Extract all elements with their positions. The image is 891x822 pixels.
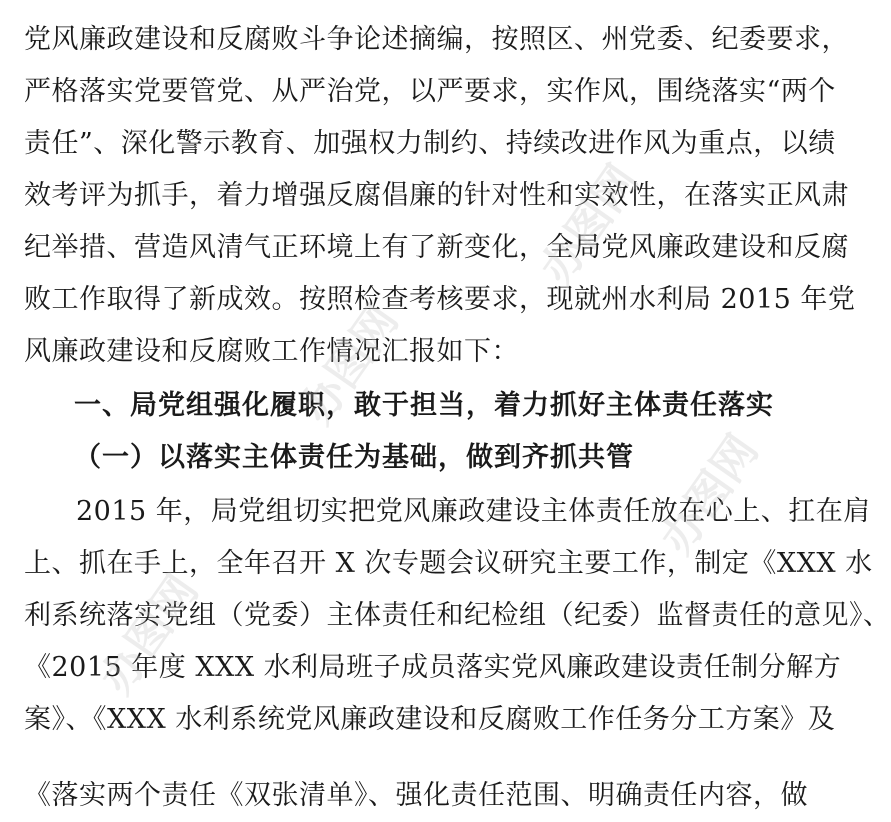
watermark: 办图网 [90,565,209,704]
paragraph-line: 风廉政建设和反腐败工作情况汇报如下： [24,336,519,367]
paragraph-line: 责任”、深化警示教育、加强权力制约、持续改进作风为重点，以绩 [24,128,836,159]
paragraph-line: 2015 年，局党组切实把党风廉政建设主体责任放在心上、扛在肩 [76,496,871,527]
paragraph-line: 《2015 年度 XXX 水利局班子成员落实党风廉政建设责任制分解方 [24,652,842,683]
watermark: 办图网 [290,295,409,434]
paragraph-line: 党风廉政建设和反腐败斗争论述摘编，按照区、州党委、纪委要求， [24,24,849,55]
watermark: 办图网 [530,155,649,294]
subsection-heading: （一）以落实主体责任为基础，做到齐抓共管 [74,442,634,473]
paragraph-line: 《落实两个责任《双张清单》、强化责任范围、明确责任内容，做 [24,780,808,811]
section-heading: 一、局党组强化履职，敢于担当，着力抓好主体责任落实 [74,390,774,421]
watermark: 办图网 [650,425,769,564]
paragraph-line: 上、抓在手上，全年召开 X 次专题会议研究主要工作，制定《XXX 水 [24,548,873,579]
paragraph-line: 纪举措、营造风清气正环境上有了新变化，全局党风廉政建设和反腐 [24,232,849,263]
paragraph-line: 案》、《XXX 水利系统党风廉政建设和反腐败工作任务分工方案》及 [24,704,836,735]
paragraph-line: 利系统落实党组（党委）主体责任和纪检组（纪委）监督责任的意见》、 [24,600,891,631]
paragraph-line: 效考评为抓手，着力增强反腐倡廉的针对性和实效性，在落实正风肃 [24,180,849,211]
paragraph-line: 败工作取得了新成效。按照检查考核要求，现就州水利局 2015 年党 [24,284,856,315]
paragraph-line: 严格落实党要管党、从严治党，以严要求，实作风，围绕落实“两个 [24,76,836,107]
